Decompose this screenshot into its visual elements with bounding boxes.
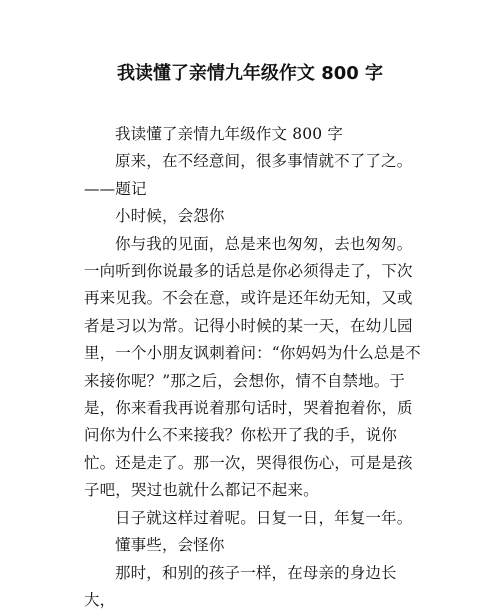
document-body	[84, 121, 426, 614]
paragraph-body: 日子就这样过着呢。日复一日，年复一年。	[84, 505, 426, 532]
paragraph-epigraph: 原来，在不经意间，很多事情就不了了之。——题记	[84, 148, 426, 203]
paragraph-section-heading: 小时候，会怨你	[84, 203, 426, 230]
paragraph-body: 你与我的见面，总是来也匆匆，去也匆匆。一向听到你说最多的话总是你必须得走了，下次再来见我。不会在意，或许是还年幼无知，又或者是习以为常。记得小时候的某一天，在幼儿园里，一个小朋友讽刺着问：“你妈妈为什么总是不来接你呢？”那之后，会想你，情不自禁地。于是，你来看我再说着那句话时，哭着抱着你，质问你为什么不来接我？你松开了我的手，说你忙。还是走了。那一次，哭得很伤心，可是是孩子吧，哭过也就什么都记不起来。	[84, 231, 426, 505]
paragraph-subtitle: 我读懂了亲情九年级作文 800 字	[84, 121, 426, 148]
paragraph-body: 那时，和别的孩子一样，在母亲的身边长大，	[84, 560, 426, 614]
document-title: 我读懂了亲情九年级作文 800 字	[0, 60, 500, 88]
paragraph-section-heading: 懂事些，会怪你	[84, 532, 426, 559]
